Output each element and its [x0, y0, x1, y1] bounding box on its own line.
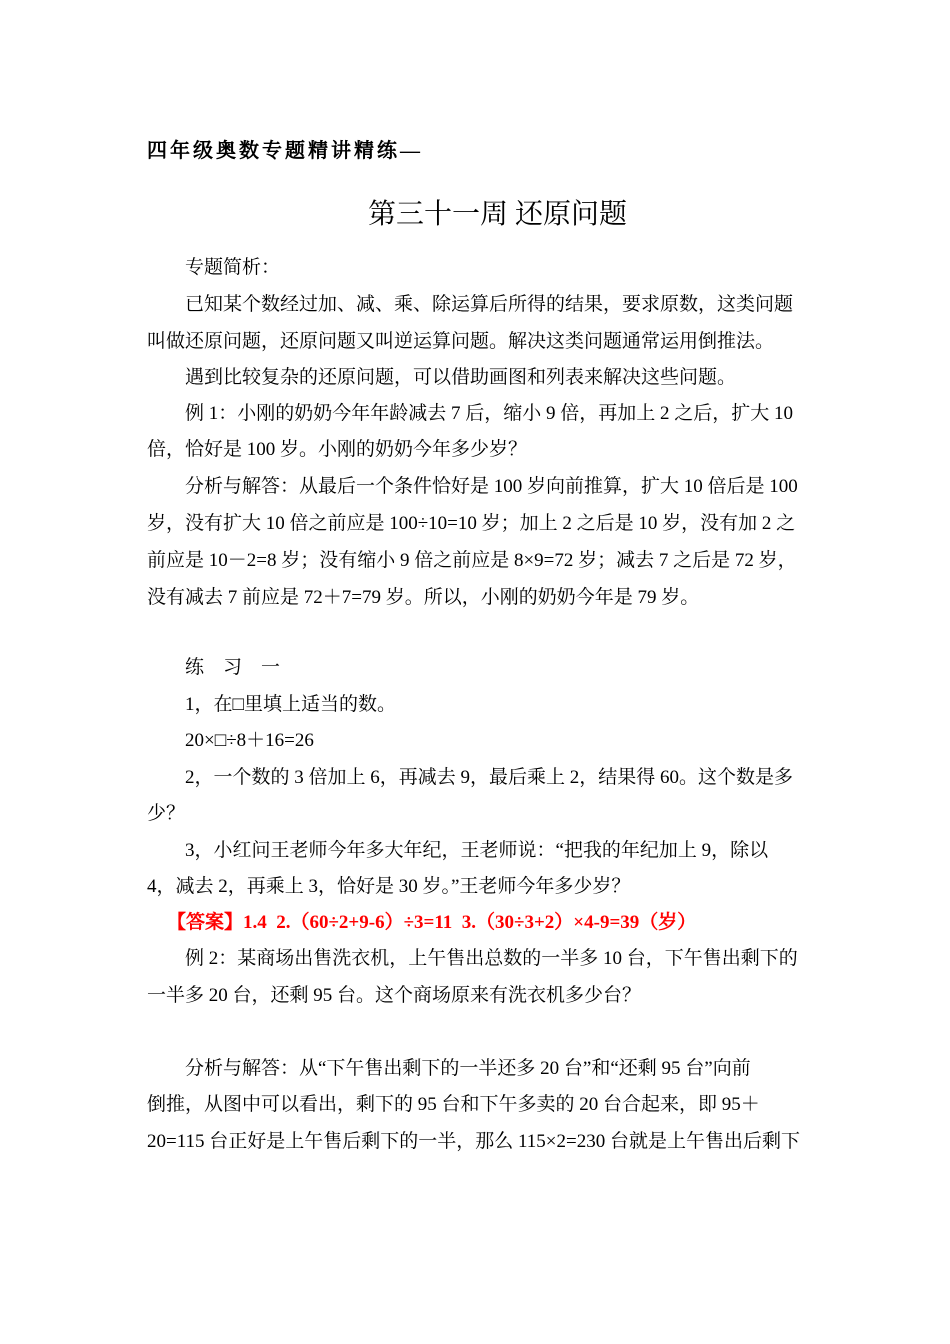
- practice-line: 4，减去 2，再乘上 3，恰好是 30 岁。”王老师今年多少岁？: [147, 876, 631, 897]
- practice-line: 少？: [147, 803, 186, 824]
- example-1-question-line: 例 1：小刚的奶奶今年年龄减去 7 后，缩小 9 倍，再加上 2 之后，扩大 10: [185, 403, 794, 424]
- example-1-solution-line: 没有减去 7 前应是 72＋7=79 岁。所以，小刚的奶奶今年是 79 岁。: [147, 587, 700, 608]
- practice-line: 20×□÷8＋16=26: [185, 730, 314, 751]
- answer-line: 【答案】1.4 2.（60÷2+9-6）÷3=11 3.（30÷3+2）×4-9=39（岁）: [167, 912, 697, 933]
- practice-line: 3，小红问王老师今年多大年纪，王老师说：“把我的年纪加上 9，除以: [185, 840, 769, 861]
- example-2-solution-line: 20=115 台正好是上午售后剩下的一半，那么 115×2=230 台就是上午售出后剩下: [147, 1131, 800, 1152]
- practice-heading: 练 习 一: [185, 657, 281, 678]
- overview-line: 已知某个数经过加、减、乘、除运算后所得的结果，要求原数，这类问题: [185, 294, 794, 315]
- overview-heading: 专题简析：: [185, 257, 281, 278]
- example-1-solution-line: 岁，没有扩大 10 倍之前应是 100÷10=10 岁；加上 2 之后是 10 岁，没有加 2 之: [147, 513, 796, 534]
- overview-line: 遇到比较复杂的还原问题，可以借助画图和列表来解决这些问题。: [185, 367, 737, 388]
- example-2-solution-line: 倒推，从图中可以看出，剩下的 95 台和下午多卖的 20 台合起来，即 95＋: [147, 1094, 760, 1115]
- example-2-question-line: 一半多 20 台，还剩 95 台。这个商场原来有洗衣机多少台？: [147, 985, 642, 1006]
- practice-line: 2，一个数的 3 倍加上 6，再减去 9，最后乘上 2，结果得 60。这个数是多: [185, 767, 794, 788]
- example-1-solution-line: 分析与解答：从最后一个条件恰好是 100 岁向前推算，扩大 10 倍后是 100: [185, 476, 798, 497]
- overview-line: 叫做还原问题，还原问题又叫逆运算问题。解决这类问题通常运用倒推法。: [147, 331, 775, 352]
- example-1-question-line: 倍，恰好是 100 岁。小刚的奶奶今年多少岁？: [147, 439, 528, 460]
- example-1-solution-line: 前应是 10－2=8 岁；没有缩小 9 倍之前应是 8×9=72 岁；减去 7 之后是 72 岁，: [147, 550, 797, 571]
- page-title: 第三十一周 还原问题: [368, 199, 628, 230]
- example-2-question-line: 例 2：某商场出售洗衣机，上午售出总数的一半多 10 台，下午售出剩下的: [185, 948, 798, 969]
- example-2-solution-line: 分析与解答：从“下午售出剩下的一半还多 20 台”和“还剩 95 台”向前: [185, 1058, 751, 1079]
- practice-line: 1，在□里填上适当的数。: [185, 694, 396, 715]
- series-title: 四年级奥数专题精讲精练—: [147, 140, 423, 162]
